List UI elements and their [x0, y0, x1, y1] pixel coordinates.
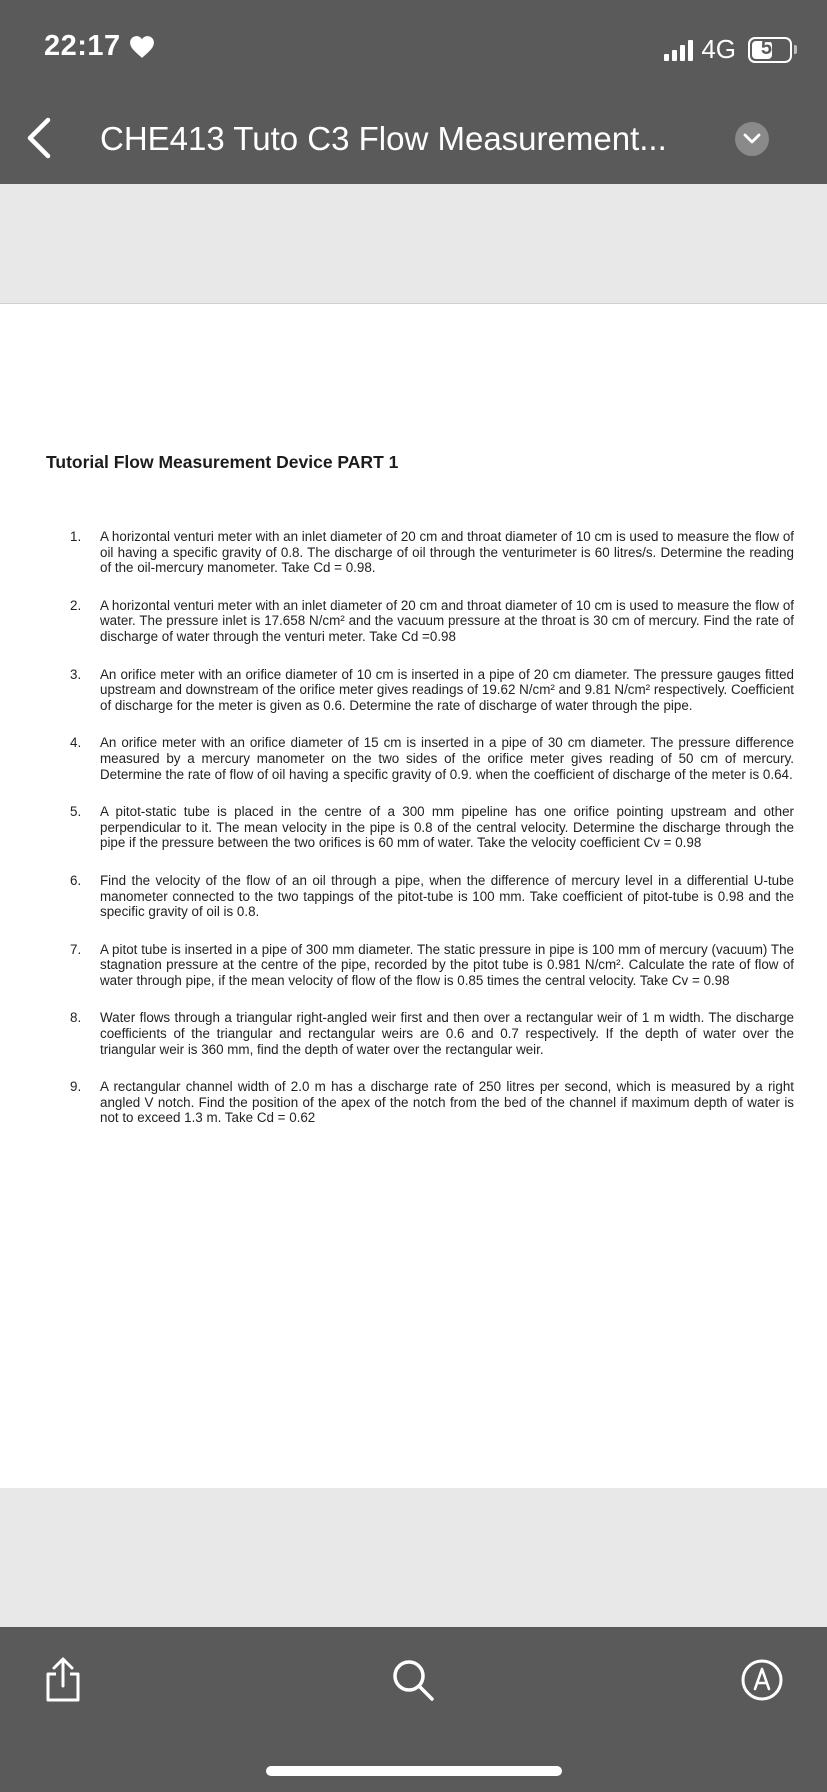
question-item — [70, 1079, 794, 1126]
battery-icon — [748, 37, 792, 63]
status-time-text: 22:17 — [44, 30, 121, 62]
home-indicator[interactable] — [266, 1766, 562, 1776]
question-text: An orifice meter with an orifice diameter of 10 cm is inserted in a pipe of 20 cm diameter. The pressure gauges fitted upstream and downstream of the orifice meter gives readings of 19.62 N/cm² and 9.81 N/cm² respectively. Coefficient of discharge for the meter is given as 0.6. Determine the rate of discharge of water through the pipe. — [100, 666, 794, 713]
question-number: 9. — [70, 1079, 82, 1095]
markup-icon[interactable] — [740, 1658, 784, 1702]
question-text: An orifice meter with an orifice diameter of 15 cm is inserted in a pipe of 30 cm diameter. The pressure difference measured by a mercury manometer on the two sides of the orifice meter gives reading of 50 cm of mercury. Determine the rate of flow of oil having a specific gravity of 0.9. when the coefficient of discharge of the meter is 0.64. — [100, 735, 794, 782]
title-menu-button[interactable] — [735, 122, 769, 156]
question-number: 1. — [70, 529, 82, 544]
document-title[interactable]: CHE413 Tuto C3 Flow Measurement... — [100, 120, 667, 157]
question-text: A horizontal venturi meter with an inlet diameter of 20 cm and throat diameter of 10 cm is used to measure the flow of oil having a specific gravity of 0.8. The discharge of oil through the venturimeter is 60 litres/s. Determine the reading of the oil-mercury manometer. Take Cd = 0.98. — [100, 529, 794, 576]
question-item — [70, 942, 794, 989]
question-number: 3. — [70, 666, 82, 682]
question-number: 4. — [70, 735, 82, 751]
status-time — [44, 30, 155, 63]
search-icon[interactable] — [390, 1657, 436, 1703]
cellular-signal-icon — [664, 39, 693, 61]
question-text: A pitot-static tube is placed in the centre of a 300 mm pipeline has one orifice pointing upstream and other perpendicular to it. The mean velocity in the pipe is 0.8 of the central velocity. Determine the discharge through the pipe if the pressure between the two orifices is 60 mm of water. Take the velocity coefficient Cv = 0.98 — [100, 804, 794, 851]
battery-level: 51 — [760, 36, 784, 59]
chevron-down-icon — [743, 133, 761, 145]
document-page[interactable] — [0, 303, 827, 1488]
question-item — [70, 598, 794, 645]
question-text: Water flows through a triangular right-angled weir first and then over a rectangular weir of 1 m width. The discharge coefficients of the triangular and rectangular weirs are 0.6 and 0.7 respectively. If the depth of water over the triangular weir is 360 mm, find the depth of water over the rectangular weir. — [100, 1010, 794, 1057]
question-text: Find the velocity of the flow of an oil through a pipe, when the difference of mercury level in a differential U-tube manometer connected to the two tappings of the pitot-tube is 100 mm. Take coefficient of pitot-tube is 0.98 and the specific gravity of oil is 0.8. — [100, 872, 794, 920]
question-item — [70, 873, 794, 920]
question-text: A pitot tube is inserted in a pipe of 300 mm diameter. The static pressure in pipe is 100 mm of mercury (vacuum) The stagnation pressure at the centre of the pipe, recorded by the pitot tube is 0.981 N/cm². Calculate the rate of flow of water through pipe, if the mean velocity of flow of the flow is 0.85 times the central velocity. Take Cv = 0.98 — [100, 941, 794, 988]
question-item — [70, 529, 794, 576]
battery-cap — [794, 45, 797, 54]
question-number: 5. — [70, 804, 82, 820]
question-number: 7. — [70, 941, 82, 957]
question-item — [70, 735, 794, 782]
back-chevron-icon[interactable] — [22, 116, 58, 160]
question-number: 8. — [70, 1010, 82, 1026]
question-item — [70, 667, 794, 714]
doc-heading: Tutorial Flow Measurement Device PART 1 — [46, 452, 399, 472]
question-number: 6. — [70, 872, 82, 888]
status-indicators — [664, 34, 797, 65]
question-list — [70, 529, 794, 1148]
question-number: 2. — [70, 597, 82, 613]
network-type: 4G — [701, 34, 736, 64]
heart-icon — [129, 35, 155, 59]
top-bar — [0, 0, 827, 184]
share-icon[interactable] — [42, 1656, 84, 1704]
question-text: A rectangular channel width of 2.0 m has a discharge rate of 250 litres per second, which is measured by a right angled V notch. Find the position of the apex of the notch from the bed of the channel if maximum depth of water is not to exceed 1.3 m. Take Cd = 0.62 — [100, 1079, 794, 1126]
question-item — [70, 1010, 794, 1057]
question-item — [70, 804, 794, 851]
question-text: A horizontal venturi meter with an inlet diameter of 20 cm and throat diameter of 10 cm is used to measure the flow of water. The pressure inlet is 17.658 N/cm² and the vacuum pressure at the throat is 30 cm of mercury. Find the rate of discharge of water through the venturi meter. Take Cd =0.98 — [100, 597, 794, 644]
